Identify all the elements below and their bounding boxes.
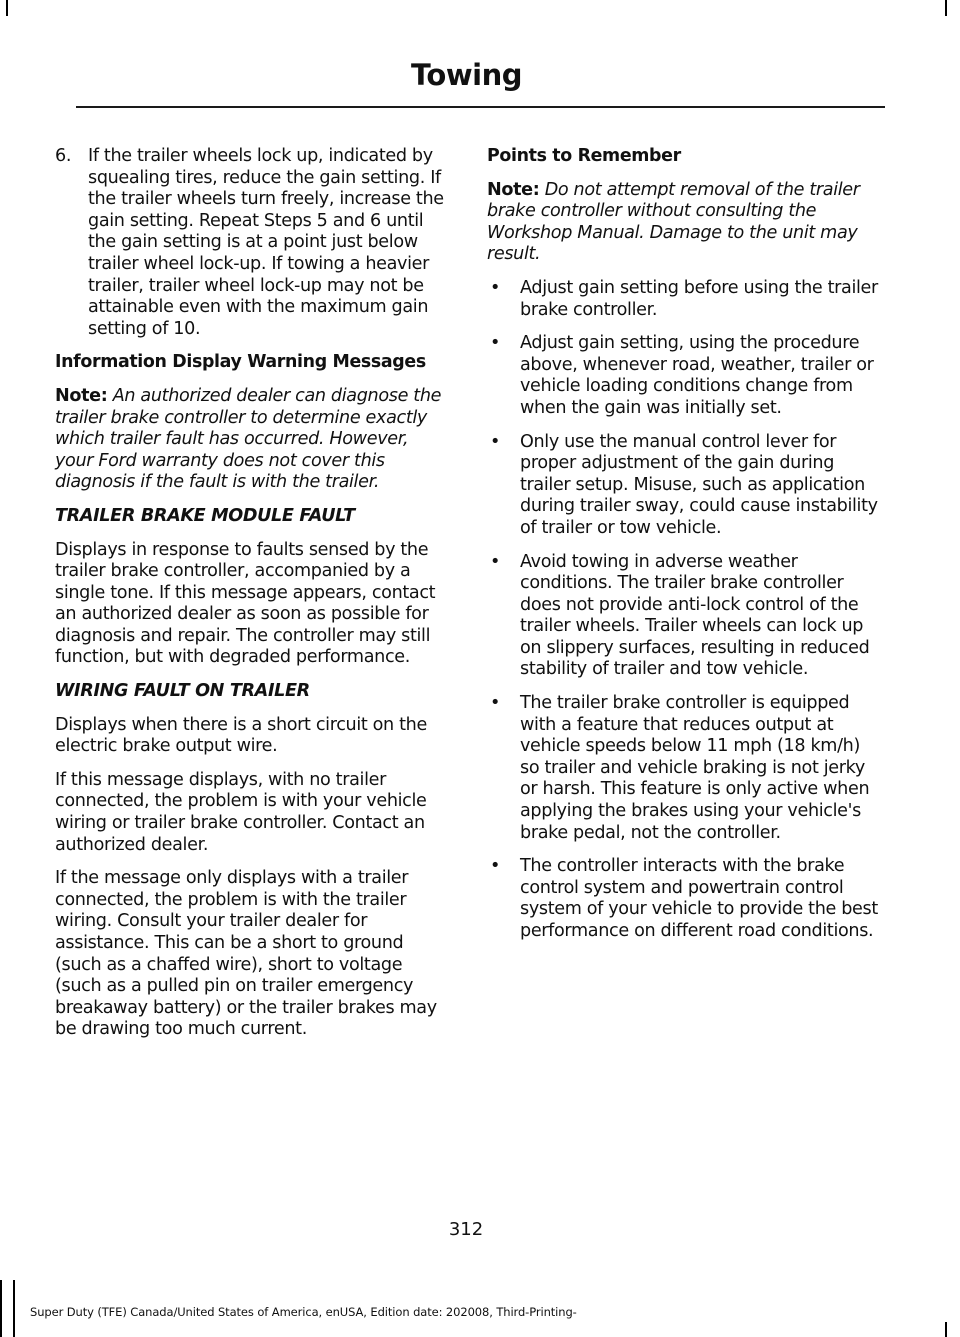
note-text: An authorized dealer can diagnose the trailer brake controller to determine exactly which trailer fault has occurred. However, your Ford warranty does not cover this diagnosis if the fault is with the trailer.	[55, 385, 442, 493]
list-item	[487, 432, 879, 540]
crop-mark-left-edge	[0, 1280, 2, 1337]
step-number: 6.	[55, 146, 72, 166]
crop-mark-top-left	[6, 0, 8, 16]
right-column	[487, 146, 879, 955]
title-rule	[76, 106, 885, 108]
wiring-fault-title: WIRING FAULT ON TRAILER	[55, 681, 310, 702]
step-6	[55, 146, 447, 340]
list-item	[487, 856, 879, 942]
note-label: Note:	[487, 179, 540, 200]
points-list	[487, 278, 879, 943]
wiring-fault-paragraph: If the message only displays with a trailer connected, the problem is with the trailer wiring. Consult your trailer dealer for assistance. This can be a short to ground (such as a chaffed wire), short to voltage (such as a pulled pin on trailer emergency breakaway battery) or the trailer brakes may be drawing too much current.	[55, 868, 437, 1040]
module-fault-title: TRAILER BRAKE MODULE FAULT	[55, 505, 355, 526]
bullet-icon: •	[490, 551, 501, 572]
list-item-text: The trailer brake controller is equipped with a feature that reduces output at vehicle speeds below 11 mph (18 km/h) so trailer and vehicle braking is not jerky or harsh. This feature is only active when applying the brakes using your vehicle's brake pedal, not the controller.	[520, 693, 870, 843]
list-item	[487, 278, 879, 321]
left-column	[55, 146, 447, 1053]
dealer-note	[55, 386, 447, 494]
crop-mark-bottom-left	[13, 1280, 15, 1337]
module-fault-text: Displays in response to faults sensed by the trailer brake controller, accompanied by a single tone. If this message appears, contact an authorized dealer as soon as possible for diagnosis and repair. The controller may still function, but with degraded performance.	[55, 539, 436, 668]
bullet-icon: •	[490, 333, 501, 354]
page-number: 312	[448, 1219, 484, 1240]
info-display-heading: Information Display Warning Messages	[55, 352, 426, 373]
list-item-text: The controller interacts with the brake control system and powertrain control system of your vehicle to provide the best performance on different road conditions.	[520, 856, 878, 941]
removal-note	[487, 180, 879, 266]
page-title: Towing	[411, 58, 522, 92]
points-heading: Points to Remember	[487, 146, 681, 166]
bullet-icon: •	[490, 693, 501, 714]
wiring-fault-paragraph: If this message displays, with no trailer connected, the problem is with your vehicle wiring or trailer brake controller. Contact an authorized dealer.	[55, 769, 427, 855]
bullet-icon: •	[490, 856, 501, 877]
bullet-icon: •	[490, 431, 501, 452]
note-label: Note:	[55, 385, 108, 406]
note-text: Do not attempt removal of the trailer brake controller without consulting the Workshop Manual. Damage to the unit may result.	[487, 179, 860, 265]
list-item-text: Adjust gain setting before using the trailer brake controller.	[520, 277, 878, 320]
wiring-fault-paragraph: Displays when there is a short circuit on the electric brake output wire.	[55, 714, 427, 757]
list-item	[487, 552, 879, 682]
list-item	[487, 333, 879, 419]
bullet-icon: •	[490, 277, 501, 298]
step-text: If the trailer wheels lock up, indicated by squealing tires, reduce the gain setting. If the trailer wheels turn freely, increase the gain setting. Repeat Steps 5 and 6 until the gain setting is at a point just below trailer wheel lock-up. If towing a heavier trailer, trailer wheel lock-up may not be attainable even with the maximum gain setting of 10.	[88, 146, 444, 339]
list-item-text: Only use the manual control lever for proper adjustment of the gain during trailer setup. Misuse, such as application during trailer sway, could cause instability of trailer or tow vehicle.	[520, 431, 878, 538]
list-item	[487, 693, 879, 844]
list-item-text: Adjust gain setting, using the procedure above, whenever road, weather, trailer or vehicle loading conditions change from when the gain was initially set.	[520, 333, 874, 418]
list-item-text: Avoid towing in adverse weather conditions. The trailer brake controller does not provide anti-lock control of the trailer wheels. Trailer wheels can lock up on slippery surfaces, resulting in reduced stability of trailer and tow vehicle.	[520, 551, 870, 680]
crop-mark-top-right	[945, 0, 947, 16]
footer-edition: Super Duty (TFE) Canada/United States of America, enUSA, Edition date: 202008, Third-Printing-	[30, 1305, 577, 1319]
crop-mark-bottom-right	[945, 1322, 947, 1337]
